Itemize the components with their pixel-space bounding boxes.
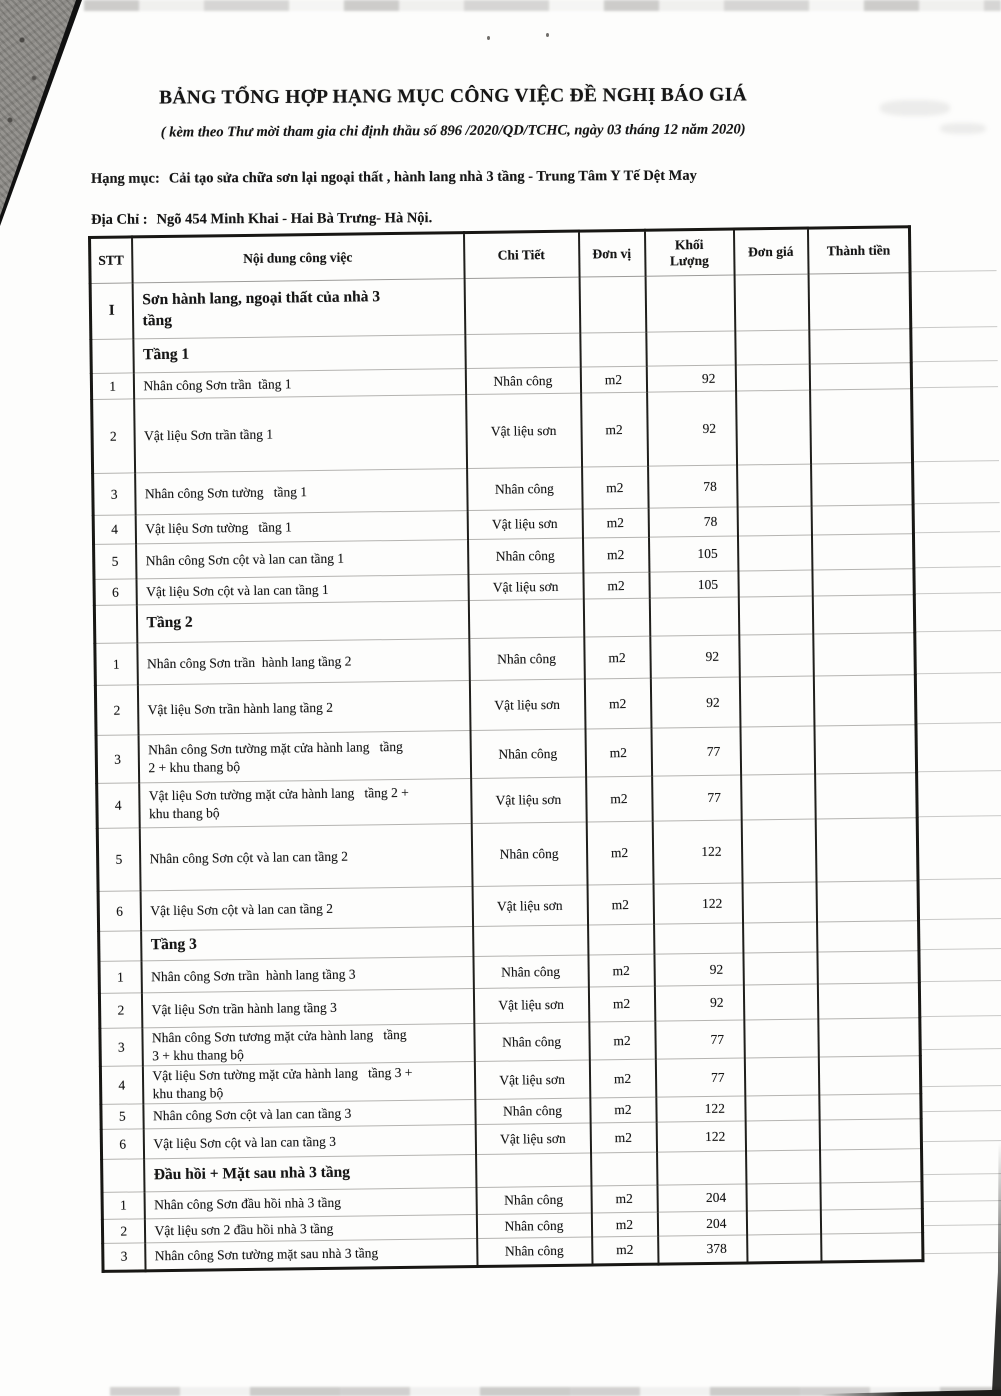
cell-qty: 204 <box>657 1184 746 1212</box>
cell-stt: 3 <box>96 735 139 784</box>
cell-stt <box>94 605 136 644</box>
cell-unit: m2 <box>592 1236 658 1265</box>
cell-unit-price <box>738 570 812 597</box>
cell-unit-price <box>741 819 816 883</box>
cell-qty <box>654 923 743 954</box>
cell-total <box>820 1209 922 1234</box>
scan-ghost-lines <box>908 224 1001 1262</box>
cell-total <box>815 773 918 819</box>
cell-detail: Nhân công <box>465 367 580 395</box>
cell-total <box>814 725 917 774</box>
table-row <box>92 389 913 474</box>
cell-stt: 4 <box>97 783 140 829</box>
cell-stt: 5 <box>97 828 140 892</box>
scan-ghost-line <box>921 1085 1001 1087</box>
cell-unit: m2 <box>586 776 653 822</box>
cell-total <box>817 983 919 1019</box>
cell-unit <box>583 598 649 637</box>
address-text: Ngõ 454 Minh Khai - Hai Bà Trưng- Hà Nội. <box>156 210 433 228</box>
cell-content: Nhân công Sơn tường mặt sau nhà 3 tầng <box>145 1239 477 1271</box>
cell-total <box>820 1149 922 1183</box>
cell-stt <box>102 1159 144 1193</box>
cell-total <box>812 595 914 634</box>
item-category-text: Cải tạo sửa chữa sơn lại ngoại thất , hành lang nhà 3 tầng - Trung Tâm Y Tế Dệt May <box>168 167 697 187</box>
cell-content: Nhân công Sơn tường tầng 1 <box>135 469 468 515</box>
cell-detail: Vật liệu sơn <box>467 509 582 540</box>
cell-content: Nhân công Sơn cột và lan can tầng 3 <box>143 1100 475 1129</box>
cell-total <box>820 1182 922 1210</box>
cell-total <box>816 881 919 922</box>
cell-detail: Nhân công <box>470 729 586 779</box>
cell-detail: Vật liệu sơn <box>475 1123 590 1155</box>
scan-ghost-line <box>921 1048 1001 1050</box>
cell-unit <box>591 1152 657 1186</box>
cell-unit <box>580 332 646 367</box>
cell-detail: Nhân công <box>467 467 583 511</box>
cell-total <box>817 951 919 984</box>
cell-detail <box>473 925 588 957</box>
cell-qty: 122 <box>656 1121 745 1152</box>
cell-content: Nhân công Sơn đầu hồi nhà 3 tầng <box>144 1188 476 1219</box>
cell-stt: 2 <box>99 993 141 1029</box>
cell-unit: m2 <box>590 1122 656 1153</box>
column-header: Thành tiền <box>807 227 910 274</box>
scan-ghost-line <box>916 672 1001 674</box>
cell-qty: 77 <box>651 727 741 776</box>
table-row <box>97 818 918 892</box>
cell-qty <box>657 1151 746 1185</box>
cell-content: Nhân công Sơn trần hành lang tầng 2 <box>137 639 470 685</box>
scan-ghost-line <box>913 460 999 462</box>
cell-total <box>818 1056 920 1095</box>
cell-stt: 6 <box>101 1129 143 1160</box>
cell-stt: 3 <box>100 1028 142 1067</box>
cell-total <box>812 569 914 596</box>
cell-detail: Nhân công <box>468 538 583 575</box>
cell-stt: 1 <box>99 961 141 994</box>
scan-ghost-line <box>920 980 1001 982</box>
cell-qty: 78 <box>648 465 738 508</box>
cell-qty: 122 <box>652 820 742 884</box>
cell-detail: Vật liệu sơn <box>474 1060 589 1100</box>
cell-qty: 105 <box>649 571 738 598</box>
cell-total <box>809 363 911 390</box>
column-header: Chi Tiết <box>463 231 579 279</box>
scan-ghost-line <box>923 1224 1001 1226</box>
document-title: BẢNG TỔNG HỢP HẠNG MỤC CÔNG VIỆC ĐỀ NGHỊ BÁO GIÁ <box>159 84 748 109</box>
cell-detail: Vật liệu sơn <box>473 987 588 1024</box>
column-header: Nội dung công việc <box>132 233 465 283</box>
cell-qty: 92 <box>647 391 737 466</box>
cell-content: Vật liệu Sơn cột và lan can tầng 1 <box>136 575 468 605</box>
cell-total <box>819 1119 921 1150</box>
cell-content: Đầu hồi + Mặt sau nhà 3 tầng <box>144 1155 476 1192</box>
cell-stt: 4 <box>93 515 135 545</box>
cell-content: Nhân công Sơn tương mặt cửa hành lang tầng 3 + khu thang bộ <box>142 1024 474 1066</box>
cell-qty: 77 <box>655 1058 744 1097</box>
cell-stt <box>91 339 133 374</box>
cell-content: Tầng 3 <box>141 927 473 961</box>
cell-stt: 3 <box>103 1243 145 1272</box>
cell-detail: Nhân công <box>471 822 587 886</box>
cell-unit-price <box>741 774 816 820</box>
cell-unit-price <box>744 1057 818 1096</box>
cell-unit: m2 <box>591 1185 657 1213</box>
cell-qty: 122 <box>656 1096 745 1122</box>
cell-content: Tầng 2 <box>136 601 468 643</box>
scan-ghost-line <box>918 878 1001 880</box>
cell-qty <box>646 331 735 366</box>
cell-unit-price <box>745 1120 819 1151</box>
cell-detail: Vật liệu sơn <box>472 885 588 927</box>
cell-unit: m2 <box>582 508 648 538</box>
cell-content: Vật liệu Sơn cột và lan can tầng 3 <box>143 1125 475 1159</box>
cell-content: Sơn hành lang, ngoại thất của nhà 3 tầng <box>132 279 465 339</box>
cell-total <box>819 1094 921 1120</box>
cell-qty <box>649 597 738 636</box>
cell-unit-price <box>737 506 811 536</box>
cell-unit-price <box>743 952 817 985</box>
cell-unit-price <box>739 634 814 677</box>
cell-qty <box>645 275 735 332</box>
cell-content: Nhân công Sơn cột và lan can tầng 2 <box>139 824 472 891</box>
cell-content: Vật liệu Sơn trần hành lang tầng 3 <box>141 989 473 1028</box>
scan-ghost-line <box>914 502 1000 504</box>
document-header <box>0 0 906 238</box>
cell-total <box>813 675 916 726</box>
scan-ghost-line <box>923 1200 1001 1202</box>
address-label: Địa Chỉ : <box>91 211 148 228</box>
cell-content: Vật liệu Sơn cột và lan can tầng 2 <box>140 887 472 931</box>
cell-stt: 2 <box>95 685 138 736</box>
cell-unit-price <box>743 984 817 1020</box>
scan-ghost-line <box>922 1110 1001 1112</box>
table-area <box>88 224 1001 1273</box>
cell-detail: Vật liệu sơn <box>471 777 587 824</box>
item-category-label: Hạng mục: <box>90 170 160 187</box>
cell-detail: Nhân công <box>475 1098 590 1125</box>
cell-unit-price <box>736 390 811 465</box>
scan-smudge <box>940 123 986 134</box>
column-header: Khối Lượng <box>644 229 734 276</box>
cell-detail: Nhân công <box>477 1237 592 1267</box>
cell-qty: 92 <box>650 635 740 678</box>
cell-total <box>808 273 911 330</box>
cell-detail: Nhân công <box>476 1213 591 1239</box>
cell-stt: 1 <box>102 1192 144 1220</box>
cell-unit <box>588 924 654 955</box>
cell-unit-price <box>746 1183 820 1211</box>
cell-unit: m2 <box>584 636 651 679</box>
cell-total <box>817 921 919 952</box>
cell-content: Tầng 1 <box>133 335 465 373</box>
cell-unit: m2 <box>583 572 649 599</box>
cell-unit: m2 <box>581 392 648 467</box>
cell-qty: 92 <box>654 953 743 986</box>
scan-ghost-line <box>922 1173 1001 1175</box>
cell-detail: Vật liệu sơn <box>469 679 585 731</box>
cell-qty: 378 <box>658 1235 747 1264</box>
cell-total <box>811 534 913 570</box>
cell-detail <box>468 599 583 639</box>
cell-total <box>811 505 913 535</box>
cell-unit-price <box>739 676 814 727</box>
cell-unit-price <box>747 1234 821 1263</box>
cell-stt: 5 <box>94 544 136 580</box>
cell-unit: m2 <box>588 954 654 987</box>
cell-qty: 92 <box>654 985 743 1021</box>
scan-ghost-line <box>911 326 997 328</box>
cell-content: Vật liệu Sơn trần tầng 1 <box>134 395 467 473</box>
cell-unit: m2 <box>589 1059 655 1098</box>
cell-unit: m2 <box>582 466 649 509</box>
cell-qty: 77 <box>655 1020 744 1059</box>
cell-unit-price <box>746 1210 820 1235</box>
cell-total <box>818 1018 920 1057</box>
cell-detail: Nhân công <box>469 637 585 681</box>
cell-qty: 78 <box>648 507 737 537</box>
cell-content: Vật liệu Sơn tường mặt cửa hành lang tầng 3 + khu thang bộ <box>142 1062 474 1104</box>
cell-unit: m2 <box>582 537 648 573</box>
scan-ghost-line <box>922 1140 1001 1142</box>
cell-unit: m2 <box>580 366 646 393</box>
work-items-table <box>88 225 925 1273</box>
cell-unit-price <box>737 535 811 571</box>
cell-unit-price <box>737 464 812 507</box>
cell-detail: Nhân công <box>474 1022 589 1062</box>
cell-detail: Vật liệu sơn <box>466 393 582 468</box>
table-body <box>90 273 923 1272</box>
scan-ghost-line <box>917 770 1001 772</box>
cell-content: Nhân công Sơn tường mặt cửa hành lang tầng 2 + khu thang bộ <box>138 731 471 783</box>
cell-unit-price <box>735 330 809 365</box>
cell-content: Vật liệu sơn 2 đầu hồi nhà 3 tầng <box>144 1215 476 1243</box>
scan-ghost-line <box>920 1015 1001 1017</box>
cell-total <box>813 633 916 676</box>
document-subtitle: ( kèm theo Thư mời tham gia chi định thầu số 896 /2020/QD/TCHC, ngày 03 tháng 12 năm 2020) <box>160 121 746 141</box>
cell-detail <box>476 1153 591 1188</box>
column-header: Đơn giá <box>733 228 808 275</box>
address-line <box>91 210 432 229</box>
cell-qty: 92 <box>650 677 740 728</box>
cell-detail: Nhân công <box>476 1186 591 1215</box>
item-category-line <box>91 168 697 188</box>
cell-unit <box>579 276 646 333</box>
cell-content: Nhân công Sơn trần hành lang tầng 3 <box>141 957 473 993</box>
cell-stt: 2 <box>102 1219 144 1244</box>
cell-unit-price <box>735 364 809 391</box>
cell-unit: m2 <box>589 1021 655 1060</box>
cell-unit-price <box>744 1019 818 1058</box>
cell-stt <box>99 931 141 962</box>
cell-unit: m2 <box>588 986 654 1022</box>
scan-ghost-line <box>915 630 1001 632</box>
cell-qty: 105 <box>648 536 737 572</box>
cell-content: Vật liệu Sơn tường tầng 1 <box>135 511 467 544</box>
cell-detail: Vật liệu sơn <box>468 573 583 601</box>
scan-ghost-line <box>915 592 1001 594</box>
scan-ghost-line <box>914 531 1000 533</box>
cell-stt: 1 <box>95 643 138 686</box>
cell-stt: 5 <box>101 1104 143 1130</box>
cell-content: Nhân công Sơn cột và lan can tầng 1 <box>136 540 468 579</box>
cell-content: Nhân công Sơn trần tầng 1 <box>133 369 465 399</box>
cell-total <box>810 389 913 464</box>
cell-qty: 92 <box>646 365 735 392</box>
cell-unit: m2 <box>585 728 652 777</box>
cell-unit-price <box>740 726 815 775</box>
cell-stt: 1 <box>91 373 133 400</box>
cell-content: Vật liệu Sơn tường mặt cửa hành lang tầng 2 + khu thang bộ <box>139 779 472 828</box>
scan-ghost-line <box>916 722 1001 724</box>
cell-stt: 6 <box>94 579 136 606</box>
cell-unit-price <box>734 274 809 331</box>
scan-ghost-line <box>923 1252 1001 1254</box>
cell-unit-price <box>743 922 817 953</box>
cell-unit: m2 <box>587 884 654 925</box>
cell-stt: 2 <box>92 399 135 474</box>
cell-unit: m2 <box>591 1212 657 1237</box>
cell-total <box>821 1233 923 1262</box>
scan-ghost-line <box>912 386 998 388</box>
cell-stt: 3 <box>93 473 136 516</box>
cell-detail: Nhân công <box>473 955 588 989</box>
scan-ghost-line <box>919 918 1001 920</box>
cell-stt: I <box>108 302 115 319</box>
cell-total <box>815 818 918 882</box>
scan-ghost-line <box>918 815 1001 817</box>
cell-detail <box>464 277 580 335</box>
column-header: Đơn vị <box>578 230 645 277</box>
scan-ghost-line <box>912 360 998 362</box>
column-header: STT <box>90 237 133 284</box>
cell-total <box>811 463 914 506</box>
scan-ghost-line <box>911 270 997 272</box>
cell-unit: m2 <box>584 678 651 729</box>
cell-total <box>809 329 911 364</box>
cell-unit-price <box>746 1150 820 1184</box>
scan-ghost-line <box>914 566 1000 568</box>
cell-qty: 77 <box>652 775 742 821</box>
cell-content: Vật liệu Sơn trần hành lang tầng 2 <box>137 681 470 735</box>
cell-unit: m2 <box>590 1097 656 1123</box>
cell-unit: m2 <box>586 821 653 885</box>
scan-ghost-line <box>919 948 1001 950</box>
cell-unit-price <box>742 882 817 923</box>
cell-qty: 204 <box>657 1211 746 1236</box>
cell-unit-price <box>745 1095 819 1121</box>
cell-stt: 6 <box>98 891 141 932</box>
cell-stt: 4 <box>100 1066 142 1105</box>
cell-detail <box>465 333 580 369</box>
cell-qty: 122 <box>653 883 743 924</box>
cell-unit-price <box>738 596 812 635</box>
